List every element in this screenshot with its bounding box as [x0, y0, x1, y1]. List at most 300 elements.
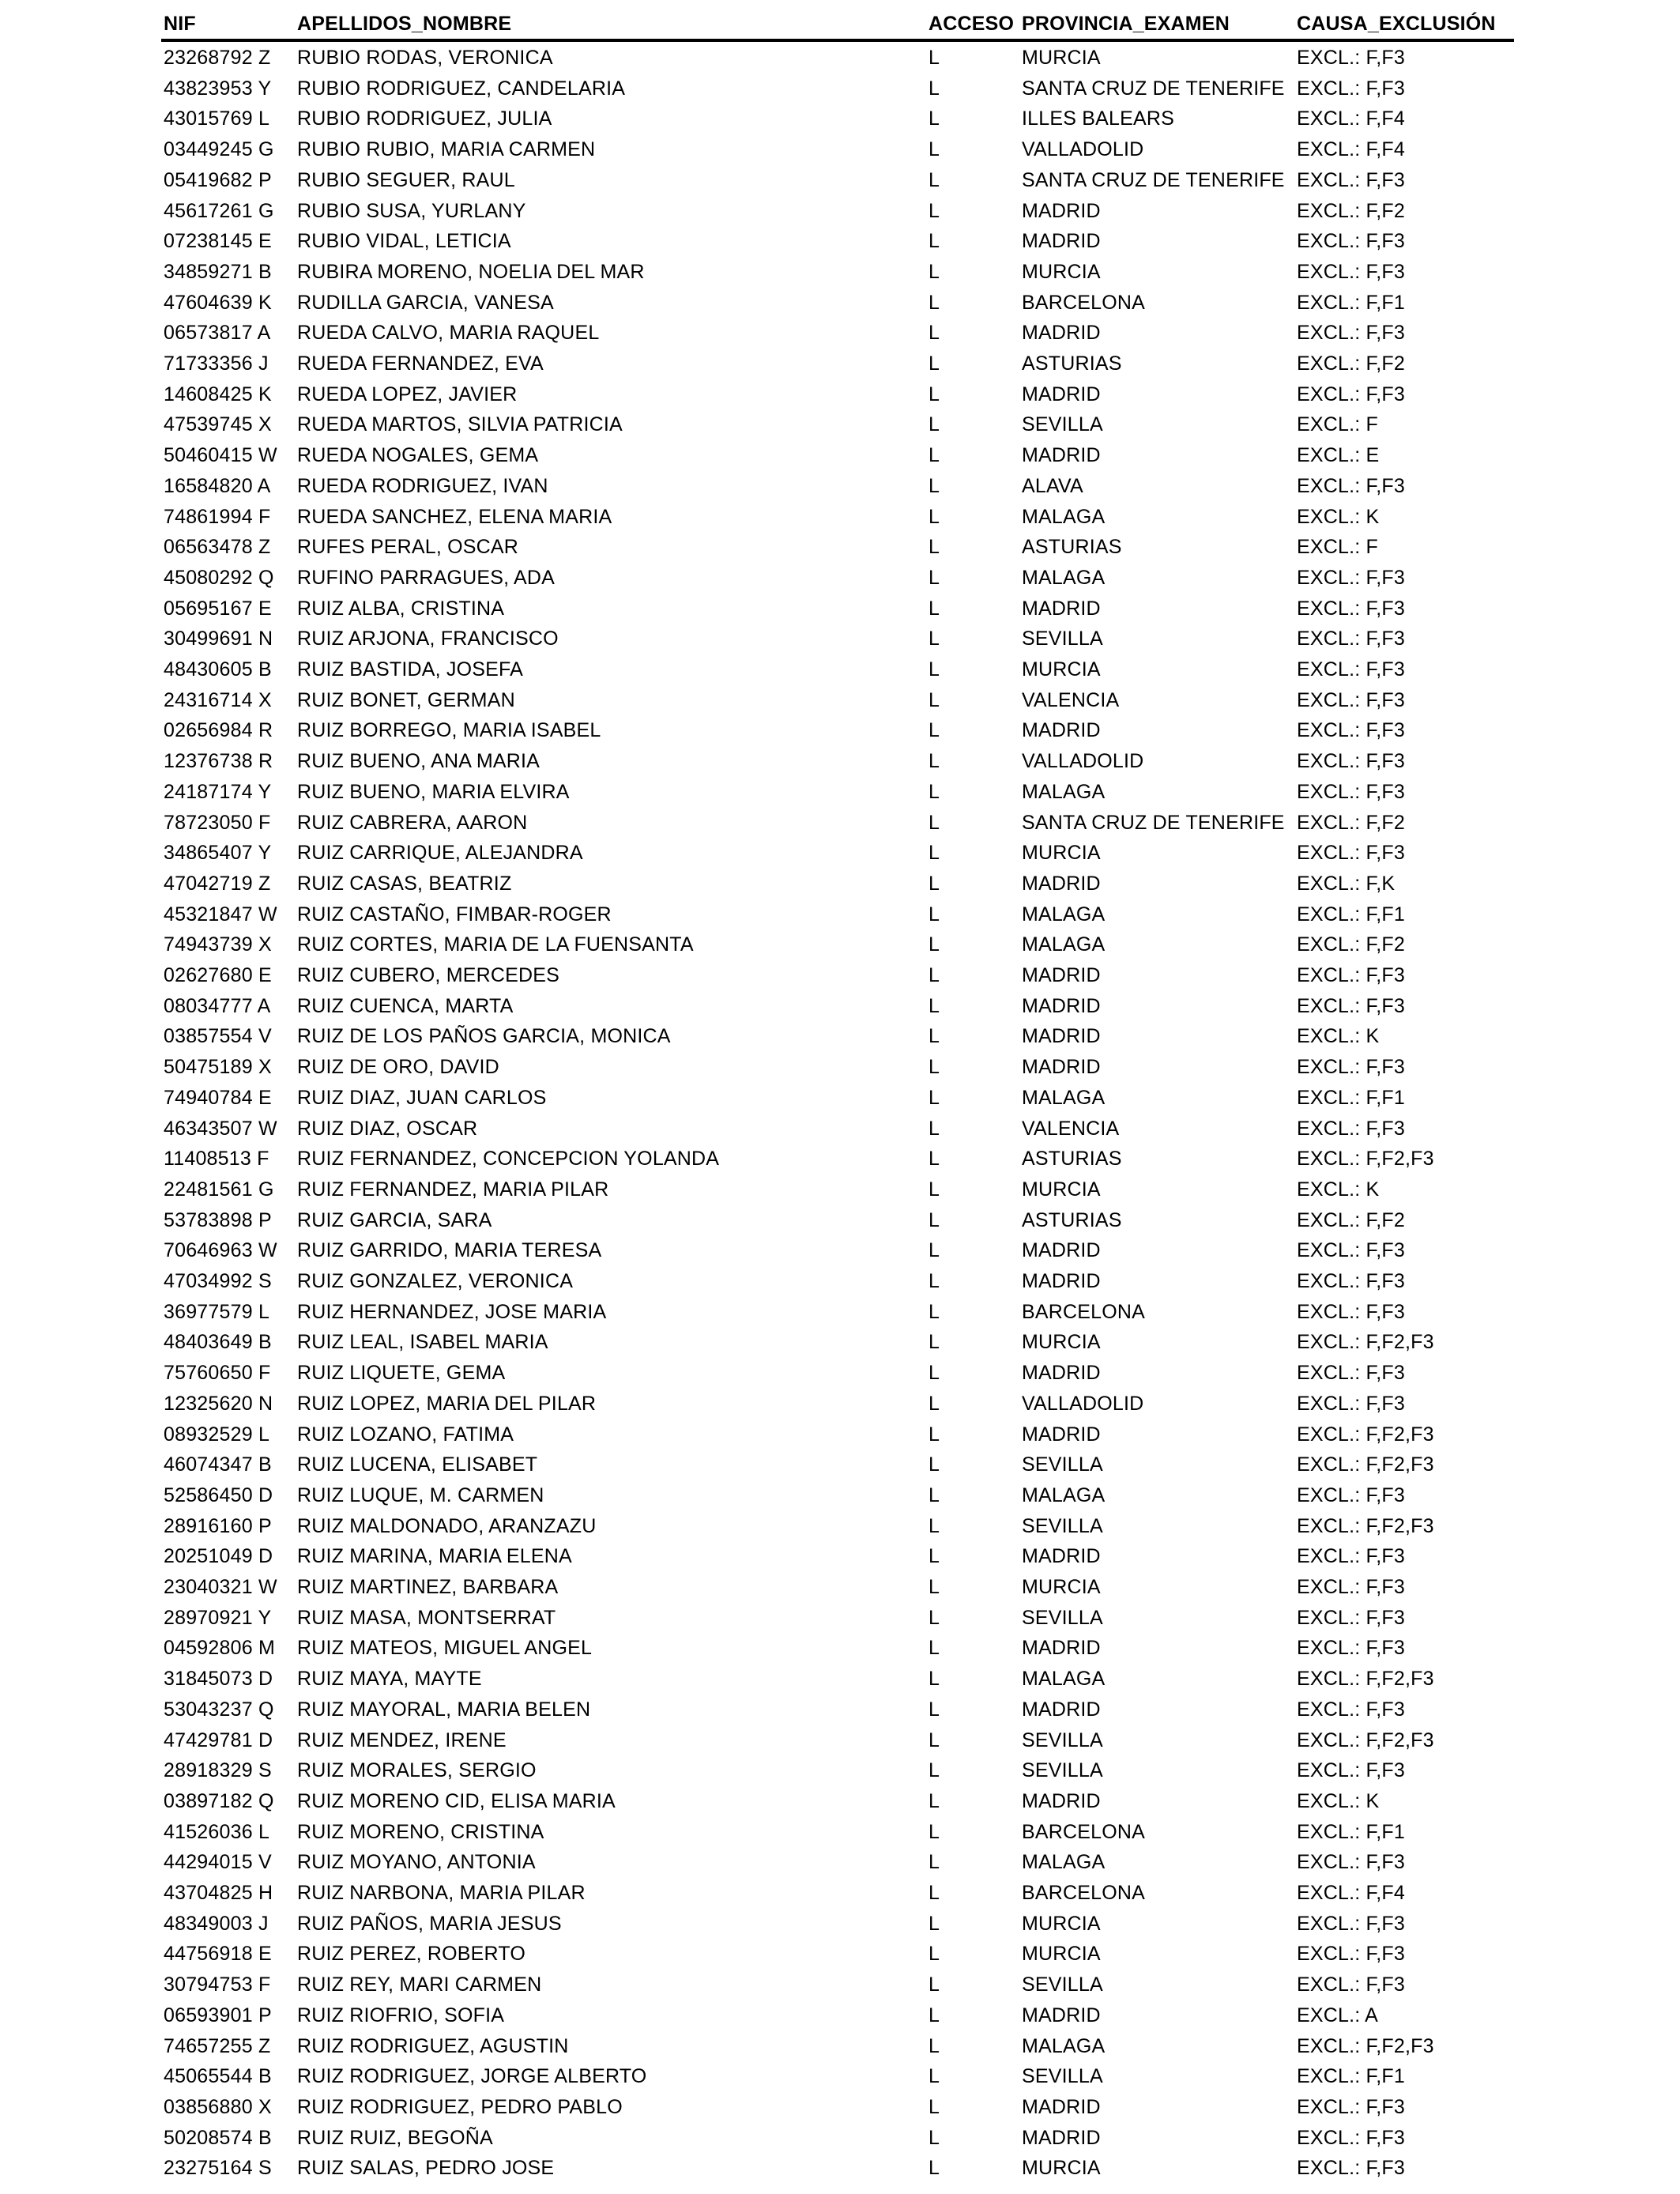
table-row: [0, 1970, 1680, 2000]
cell-nif: 23268792 Z: [164, 47, 271, 69]
cell-nif: 12325620 N: [164, 1392, 273, 1415]
cell-nif: 05695167 E: [164, 597, 272, 620]
cell-causa-exclusion: EXCL.: K: [1297, 505, 1380, 528]
cell-provincia-examen: MURCIA: [1022, 1943, 1101, 1966]
cell-causa-exclusion: EXCL.: F,F3: [1297, 1270, 1405, 1292]
cell-apellidos-nombre: RUEDA NOGALES, GEMA: [297, 444, 539, 467]
cell-acceso: L: [929, 1514, 940, 1537]
cell-apellidos-nombre: RUIZ BUENO, ANA MARIA: [297, 750, 541, 773]
cell-nif: 71733356 J: [164, 352, 269, 375]
cell-apellidos-nombre: RUBIO RODRIGUEZ, JULIA: [297, 107, 552, 130]
table-row: [0, 1266, 1680, 1297]
cell-causa-exclusion: EXCL.: F,F3: [1297, 1637, 1405, 1660]
cell-causa-exclusion: EXCL.: F,F3: [1297, 1912, 1405, 1935]
cell-acceso: L: [929, 1606, 940, 1629]
cell-provincia-examen: ASTURIAS: [1022, 1148, 1122, 1171]
cell-causa-exclusion: EXCL.: F,F4: [1297, 138, 1405, 161]
cell-nif: 28916160 P: [164, 1514, 272, 1537]
cell-nif: 14608425 K: [164, 383, 272, 405]
cell-causa-exclusion: EXCL.: F,F3: [1297, 1851, 1405, 1874]
table-row: [0, 134, 1680, 165]
cell-nif: 45321847 W: [164, 903, 277, 925]
cell-provincia-examen: MADRID: [1022, 322, 1101, 345]
cell-causa-exclusion: EXCL.: F,F2,F3: [1297, 1728, 1434, 1751]
cell-causa-exclusion: EXCL.: F,F3: [1297, 77, 1405, 100]
cell-nif: 74940784 E: [164, 1086, 272, 1109]
cell-provincia-examen: MURCIA: [1022, 1576, 1101, 1598]
cell-causa-exclusion: EXCL.: F,F2,F3: [1297, 1423, 1434, 1446]
cell-causa-exclusion: EXCL.: F,F3: [1297, 780, 1405, 803]
cell-acceso: L: [929, 964, 940, 986]
cell-nif: 05419682 P: [164, 168, 272, 191]
cell-acceso: L: [929, 199, 940, 222]
cell-provincia-examen: MADRID: [1022, 1423, 1101, 1446]
cell-apellidos-nombre: RUIZ BORREGO, MARIA ISABEL: [297, 719, 601, 742]
cell-nif: 46074347 B: [164, 1453, 272, 1476]
cell-causa-exclusion: EXCL.: F,F3: [1297, 688, 1405, 711]
table-row: [0, 440, 1680, 471]
cell-provincia-examen: MADRID: [1022, 199, 1101, 222]
cell-apellidos-nombre: RUIZ HERNANDEZ, JOSE MARIA: [297, 1300, 607, 1323]
cell-apellidos-nombre: RUIZ MORENO, CRISTINA: [297, 1820, 544, 1843]
cell-nif: 50460415 W: [164, 444, 277, 467]
cell-provincia-examen: MURCIA: [1022, 1912, 1101, 1935]
cell-apellidos-nombre: RUIZ PAÑOS, MARIA JESUS: [297, 1912, 562, 1935]
cell-acceso: L: [929, 1208, 940, 1231]
cell-causa-exclusion: EXCL.: F,F3: [1297, 719, 1405, 742]
cell-apellidos-nombre: RUIZ MAYORAL, MARIA BELEN: [297, 1698, 591, 1721]
cell-acceso: L: [929, 2034, 940, 2057]
table-row: [0, 1419, 1680, 1450]
cell-provincia-examen: MALAGA: [1022, 1483, 1106, 1506]
cell-acceso: L: [929, 1576, 940, 1598]
cell-nif: 12376738 R: [164, 750, 273, 773]
cell-acceso: L: [929, 1086, 940, 1109]
cell-nif: 47034992 S: [164, 1270, 272, 1292]
cell-acceso: L: [929, 230, 940, 253]
cell-acceso: L: [929, 1851, 940, 1874]
cell-provincia-examen: ILLES BALEARS: [1022, 107, 1174, 130]
cell-apellidos-nombre: RUFINO PARRAGUES, ADA: [297, 566, 556, 589]
table-row: [0, 960, 1680, 991]
cell-provincia-examen: SEVILLA: [1022, 2065, 1103, 2088]
cell-provincia-examen: MALAGA: [1022, 1668, 1106, 1691]
cell-provincia-examen: VALENCIA: [1022, 688, 1120, 711]
table-row: [0, 1144, 1680, 1174]
cell-causa-exclusion: EXCL.: F,F3: [1297, 964, 1405, 986]
table-row: [0, 1389, 1680, 1419]
table-row: [0, 165, 1680, 196]
cell-nif: 03897182 Q: [164, 1789, 274, 1812]
cell-apellidos-nombre: RUIZ RODRIGUEZ, PEDRO PABLO: [297, 2095, 623, 2118]
header-acceso: ACCESO: [929, 13, 1015, 35]
cell-acceso: L: [929, 628, 940, 650]
table-row: [0, 1695, 1680, 1725]
cell-causa-exclusion: EXCL.: F,F3: [1297, 1300, 1405, 1323]
cell-apellidos-nombre: RUIZ RIOFRIO, SOFIA: [297, 2004, 505, 2026]
cell-acceso: L: [929, 1148, 940, 1171]
table-row: [0, 1633, 1680, 1664]
cell-nif: 06563478 Z: [164, 536, 271, 559]
cell-apellidos-nombre: RUDILLA GARCIA, VANESA: [297, 291, 554, 314]
table-row: [0, 1052, 1680, 1083]
cell-causa-exclusion: EXCL.: F,F1: [1297, 903, 1405, 925]
table-row: [0, 991, 1680, 1022]
cell-nif: 43015769 L: [164, 107, 270, 130]
cell-causa-exclusion: EXCL.: F,F3: [1297, 842, 1405, 865]
cell-provincia-examen: MALAGA: [1022, 2034, 1106, 2057]
cell-causa-exclusion: EXCL.: K: [1297, 1178, 1380, 1201]
cell-causa-exclusion: EXCL.: F,F3: [1297, 994, 1405, 1017]
cell-apellidos-nombre: RUIZ RUIZ, BEGOÑA: [297, 2126, 493, 2149]
cell-apellidos-nombre: RUIZ RODRIGUEZ, AGUSTIN: [297, 2034, 569, 2057]
cell-causa-exclusion: EXCL.: F,F1: [1297, 1820, 1405, 1843]
cell-nif: 03857554 V: [164, 1025, 272, 1048]
cell-causa-exclusion: EXCL.: K: [1297, 1789, 1380, 1812]
cell-provincia-examen: MADRID: [1022, 1362, 1101, 1385]
table-row: [0, 196, 1680, 227]
cell-apellidos-nombre: RUIZ CUENCA, MARTA: [297, 994, 514, 1017]
table-row: [0, 471, 1680, 502]
cell-apellidos-nombre: RUBIO RODRIGUEZ, CANDELARIA: [297, 77, 626, 100]
cell-causa-exclusion: EXCL.: F,F3: [1297, 597, 1405, 620]
cell-apellidos-nombre: RUIZ MARINA, MARIA ELENA: [297, 1545, 572, 1568]
table-row: [0, 349, 1680, 379]
cell-causa-exclusion: EXCL.: F,F3: [1297, 1545, 1405, 1568]
cell-provincia-examen: BARCELONA: [1022, 1820, 1146, 1843]
cell-provincia-examen: VALLADOLID: [1022, 138, 1144, 161]
cell-causa-exclusion: EXCL.: F,F3: [1297, 260, 1405, 283]
cell-provincia-examen: MURCIA: [1022, 47, 1101, 69]
table-row: [0, 1541, 1680, 1572]
cell-apellidos-nombre: RUIZ MARTINEZ, BARBARA: [297, 1576, 559, 1598]
cell-nif: 50208574 B: [164, 2126, 272, 2149]
cell-acceso: L: [929, 291, 940, 314]
cell-apellidos-nombre: RUEDA CALVO, MARIA RAQUEL: [297, 322, 600, 345]
cell-apellidos-nombre: RUBIRA MORENO, NOELIA DEL MAR: [297, 260, 645, 283]
cell-nif: 07238145 E: [164, 230, 272, 253]
cell-causa-exclusion: EXCL.: F,F2: [1297, 933, 1405, 956]
header-causa-exclusion: CAUSA_EXCLUSIÓN: [1297, 13, 1496, 35]
cell-causa-exclusion: EXCL.: F,F3: [1297, 1606, 1405, 1629]
cell-nif: 50475189 X: [164, 1056, 272, 1079]
cell-causa-exclusion: EXCL.: F,F3: [1297, 1362, 1405, 1385]
cell-causa-exclusion: EXCL.: F,F3: [1297, 1698, 1405, 1721]
cell-apellidos-nombre: RUIZ MOYANO, ANTONIA: [297, 1851, 536, 1874]
header-apellidos-nombre: APELLIDOS_NOMBRE: [297, 13, 512, 35]
table-row: [0, 685, 1680, 716]
cell-nif: 78723050 F: [164, 811, 271, 834]
table-row: [0, 379, 1680, 410]
table-row: [0, 1878, 1680, 1909]
cell-provincia-examen: MALAGA: [1022, 566, 1106, 589]
cell-provincia-examen: SEVILLA: [1022, 1514, 1103, 1537]
cell-acceso: L: [929, 2065, 940, 2088]
table-row: [0, 1817, 1680, 1848]
table-row: [0, 226, 1680, 257]
cell-apellidos-nombre: RUIZ NARBONA, MARIA PILAR: [297, 1882, 586, 1904]
cell-provincia-examen: SANTA CRUZ DE TENERIFE: [1022, 77, 1285, 100]
cell-provincia-examen: MALAGA: [1022, 903, 1106, 925]
cell-causa-exclusion: EXCL.: F,F2: [1297, 199, 1405, 222]
cell-provincia-examen: MALAGA: [1022, 505, 1106, 528]
cell-apellidos-nombre: RUEDA MARTOS, SILVIA PATRICIA: [297, 413, 623, 436]
cell-apellidos-nombre: RUIZ MENDEZ, IRENE: [297, 1728, 507, 1751]
cell-apellidos-nombre: RUIZ CASTAÑO, FIMBAR-ROGER: [297, 903, 612, 925]
table-row: [0, 1603, 1680, 1634]
cell-acceso: L: [929, 994, 940, 1017]
cell-acceso: L: [929, 1423, 940, 1446]
table-row: [0, 502, 1680, 533]
cell-acceso: L: [929, 1943, 940, 1966]
cell-provincia-examen: MADRID: [1022, 964, 1101, 986]
table-row: [0, 74, 1680, 104]
cell-nif: 48403649 B: [164, 1331, 272, 1354]
cell-apellidos-nombre: RUIZ FERNANDEZ, MARIA PILAR: [297, 1178, 609, 1201]
cell-provincia-examen: SEVILLA: [1022, 628, 1103, 650]
cell-causa-exclusion: EXCL.: F,F2: [1297, 1208, 1405, 1231]
cell-nif: 44756918 E: [164, 1943, 272, 1966]
cell-provincia-examen: MADRID: [1022, 1025, 1101, 1048]
table-row: [0, 257, 1680, 288]
table-row: [0, 318, 1680, 349]
cell-provincia-examen: MALAGA: [1022, 1851, 1106, 1874]
cell-acceso: L: [929, 1973, 940, 1996]
table-row: [0, 1572, 1680, 1603]
cell-acceso: L: [929, 780, 940, 803]
cell-provincia-examen: MADRID: [1022, 994, 1101, 1017]
cell-nif: 06573817 A: [164, 322, 271, 345]
cell-nif: 24187174 Y: [164, 780, 272, 803]
table-row: [0, 1480, 1680, 1511]
cell-apellidos-nombre: RUIZ CABRERA, AARON: [297, 811, 528, 834]
cell-causa-exclusion: EXCL.: F,F3: [1297, 1973, 1405, 1996]
table-row: [0, 563, 1680, 594]
cell-acceso: L: [929, 1331, 940, 1354]
cell-acceso: L: [929, 77, 940, 100]
header-nif: NIF: [164, 13, 196, 35]
table-row: [0, 1847, 1680, 1878]
table-row: [0, 1327, 1680, 1358]
cell-causa-exclusion: EXCL.: F,F1: [1297, 291, 1405, 314]
cell-apellidos-nombre: RUIZ BUENO, MARIA ELVIRA: [297, 780, 570, 803]
cell-acceso: L: [929, 1759, 940, 1782]
cell-acceso: L: [929, 1392, 940, 1415]
cell-apellidos-nombre: RUIZ MASA, MONTSERRAT: [297, 1606, 556, 1629]
cell-acceso: L: [929, 1453, 940, 1476]
table-row: [0, 1449, 1680, 1480]
cell-causa-exclusion: EXCL.: E: [1297, 444, 1380, 467]
cell-nif: 47604639 K: [164, 291, 272, 314]
cell-causa-exclusion: EXCL.: F,F4: [1297, 1882, 1405, 1904]
cell-nif: 22481561 G: [164, 1178, 274, 1201]
cell-apellidos-nombre: RUBIO SUSA, YURLANY: [297, 199, 526, 222]
cell-apellidos-nombre: RUIZ DIAZ, OSCAR: [297, 1117, 478, 1140]
table-row: [0, 624, 1680, 654]
cell-nif: 03449245 G: [164, 138, 274, 161]
cell-acceso: L: [929, 1789, 940, 1812]
cell-provincia-examen: ASTURIAS: [1022, 1208, 1122, 1231]
cell-apellidos-nombre: RUEDA SANCHEZ, ELENA MARIA: [297, 505, 612, 528]
table-row: [0, 654, 1680, 685]
cell-provincia-examen: MADRID: [1022, 444, 1101, 467]
cell-nif: 28970921 Y: [164, 1606, 272, 1629]
table-row: [0, 2153, 1680, 2184]
cell-apellidos-nombre: RUIZ GARRIDO, MARIA TERESA: [297, 1239, 602, 1262]
cell-causa-exclusion: EXCL.: F,F3: [1297, 322, 1405, 345]
cell-apellidos-nombre: RUIZ MORALES, SERGIO: [297, 1759, 537, 1782]
cell-apellidos-nombre: RUIZ MAYA, MAYTE: [297, 1668, 482, 1691]
cell-apellidos-nombre: RUIZ ARJONA, FRANCISCO: [297, 628, 559, 650]
cell-causa-exclusion: EXCL.: F,K: [1297, 872, 1396, 895]
cell-nif: 34865407 Y: [164, 842, 272, 865]
cell-nif: 75760650 F: [164, 1362, 271, 1385]
cell-acceso: L: [929, 750, 940, 773]
cell-causa-exclusion: EXCL.: F,F2,F3: [1297, 2034, 1434, 2057]
table-row: [0, 1021, 1680, 1052]
cell-provincia-examen: MADRID: [1022, 1698, 1101, 1721]
cell-causa-exclusion: EXCL.: F,F2,F3: [1297, 1514, 1434, 1537]
cell-provincia-examen: SANTA CRUZ DE TENERIFE: [1022, 168, 1285, 191]
cell-provincia-examen: SEVILLA: [1022, 1728, 1103, 1751]
cell-causa-exclusion: EXCL.: A: [1297, 2004, 1379, 2026]
cell-acceso: L: [929, 2095, 940, 2118]
cell-provincia-examen: MADRID: [1022, 2095, 1101, 2118]
cell-apellidos-nombre: RUIZ CARRIQUE, ALEJANDRA: [297, 842, 583, 865]
cell-apellidos-nombre: RUFES PERAL, OSCAR: [297, 536, 519, 559]
cell-causa-exclusion: EXCL.: F,F4: [1297, 107, 1405, 130]
table-row: [0, 2000, 1680, 2031]
cell-apellidos-nombre: RUIZ GARCIA, SARA: [297, 1208, 492, 1231]
cell-apellidos-nombre: RUBIO RODAS, VERONICA: [297, 47, 553, 69]
cell-causa-exclusion: EXCL.: K: [1297, 1025, 1380, 1048]
cell-apellidos-nombre: RUIZ PEREZ, ROBERTO: [297, 1943, 526, 1966]
cell-apellidos-nombre: RUIZ BASTIDA, JOSEFA: [297, 658, 523, 680]
cell-provincia-examen: MADRID: [1022, 1545, 1101, 1568]
cell-provincia-examen: ASTURIAS: [1022, 536, 1122, 559]
cell-acceso: L: [929, 811, 940, 834]
cell-apellidos-nombre: RUIZ CORTES, MARIA DE LA FUENSANTA: [297, 933, 694, 956]
cell-provincia-examen: MADRID: [1022, 597, 1101, 620]
cell-nif: 03856880 X: [164, 2095, 272, 2118]
cell-nif: 24316714 X: [164, 688, 272, 711]
cell-causa-exclusion: EXCL.: F,F3: [1297, 2095, 1405, 2118]
cell-apellidos-nombre: RUIZ MALDONADO, ARANZAZU: [297, 1514, 597, 1537]
cell-apellidos-nombre: RUIZ LOZANO, FATIMA: [297, 1423, 514, 1446]
cell-causa-exclusion: EXCL.: F: [1297, 536, 1379, 559]
table-row: [0, 1358, 1680, 1389]
cell-apellidos-nombre: RUIZ DE LOS PAÑOS GARCIA, MONICA: [297, 1025, 671, 1048]
cell-provincia-examen: MALAGA: [1022, 1086, 1106, 1109]
table-row: [0, 1511, 1680, 1542]
cell-causa-exclusion: EXCL.: F,F3: [1297, 566, 1405, 589]
cell-nif: 45065544 B: [164, 2065, 272, 2088]
cell-nif: 52586450 D: [164, 1483, 273, 1506]
cell-nif: 47539745 X: [164, 413, 272, 436]
cell-acceso: L: [929, 1698, 940, 1721]
cell-nif: 34859271 B: [164, 260, 272, 283]
table-row: [0, 1725, 1680, 1756]
cell-apellidos-nombre: RUEDA FERNANDEZ, EVA: [297, 352, 544, 375]
cell-provincia-examen: MADRID: [1022, 1239, 1101, 1262]
cell-causa-exclusion: EXCL.: F,F2,F3: [1297, 1668, 1434, 1691]
cell-nif: 74943739 X: [164, 933, 272, 956]
cell-apellidos-nombre: RUIZ DIAZ, JUAN CARLOS: [297, 1086, 547, 1109]
cell-nif: 48430605 B: [164, 658, 272, 680]
table-row: [0, 43, 1680, 74]
cell-provincia-examen: MADRID: [1022, 2004, 1101, 2026]
cell-apellidos-nombre: RUIZ BONET, GERMAN: [297, 688, 515, 711]
cell-causa-exclusion: EXCL.: F,F3: [1297, 2157, 1405, 2180]
table-row: [0, 777, 1680, 808]
cell-acceso: L: [929, 1056, 940, 1079]
cell-nif: 45617261 G: [164, 199, 274, 222]
cell-acceso: L: [929, 1270, 940, 1292]
cell-acceso: L: [929, 1025, 940, 1048]
table-row: [0, 808, 1680, 839]
table-row: [0, 2031, 1680, 2062]
cell-apellidos-nombre: RUBIO VIDAL, LETICIA: [297, 230, 511, 253]
cell-acceso: L: [929, 138, 940, 161]
cell-acceso: L: [929, 2004, 940, 2026]
cell-nif: 28918329 S: [164, 1759, 272, 1782]
cell-acceso: L: [929, 352, 940, 375]
cell-acceso: L: [929, 1882, 940, 1904]
cell-provincia-examen: SEVILLA: [1022, 1453, 1103, 1476]
cell-acceso: L: [929, 1117, 940, 1140]
table-row: [0, 1174, 1680, 1205]
cell-causa-exclusion: EXCL.: F,F3: [1297, 750, 1405, 773]
cell-acceso: L: [929, 505, 940, 528]
cell-apellidos-nombre: RUIZ FERNANDEZ, CONCEPCION YOLANDA: [297, 1148, 720, 1171]
cell-nif: 43704825 H: [164, 1882, 273, 1904]
cell-apellidos-nombre: RUIZ LOPEZ, MARIA DEL PILAR: [297, 1392, 597, 1415]
cell-acceso: L: [929, 1912, 940, 1935]
cell-causa-exclusion: EXCL.: F,F1: [1297, 1086, 1405, 1109]
cell-apellidos-nombre: RUEDA LOPEZ, JAVIER: [297, 383, 518, 405]
cell-provincia-examen: MADRID: [1022, 1270, 1101, 1292]
table-row: [0, 715, 1680, 746]
table-row: [0, 288, 1680, 319]
cell-nif: 06593901 P: [164, 2004, 272, 2026]
cell-acceso: L: [929, 933, 940, 956]
cell-nif: 47042719 Z: [164, 872, 271, 895]
cell-provincia-examen: VALLADOLID: [1022, 1392, 1144, 1415]
cell-acceso: L: [929, 322, 940, 345]
cell-provincia-examen: MADRID: [1022, 872, 1101, 895]
cell-nif: 43823953 Y: [164, 77, 272, 100]
cell-apellidos-nombre: RUIZ SALAS, PEDRO JOSE: [297, 2157, 555, 2180]
cell-acceso: L: [929, 658, 940, 680]
cell-acceso: L: [929, 1728, 940, 1751]
cell-causa-exclusion: EXCL.: F,F2,F3: [1297, 1148, 1434, 1171]
cell-nif: 53043237 Q: [164, 1698, 274, 1721]
cell-provincia-examen: ASTURIAS: [1022, 352, 1122, 375]
cell-provincia-examen: SEVILLA: [1022, 1606, 1103, 1629]
table-row: [0, 1664, 1680, 1695]
cell-acceso: L: [929, 47, 940, 69]
cell-nif: 36977579 L: [164, 1300, 270, 1323]
table-row: [0, 746, 1680, 777]
cell-nif: 47429781 D: [164, 1728, 273, 1751]
cell-acceso: L: [929, 597, 940, 620]
table-row: [0, 1114, 1680, 1144]
cell-provincia-examen: SEVILLA: [1022, 1973, 1103, 1996]
table-row: [0, 1235, 1680, 1266]
cell-causa-exclusion: EXCL.: F,F3: [1297, 1239, 1405, 1262]
cell-provincia-examen: MURCIA: [1022, 260, 1101, 283]
table-row: [0, 594, 1680, 624]
